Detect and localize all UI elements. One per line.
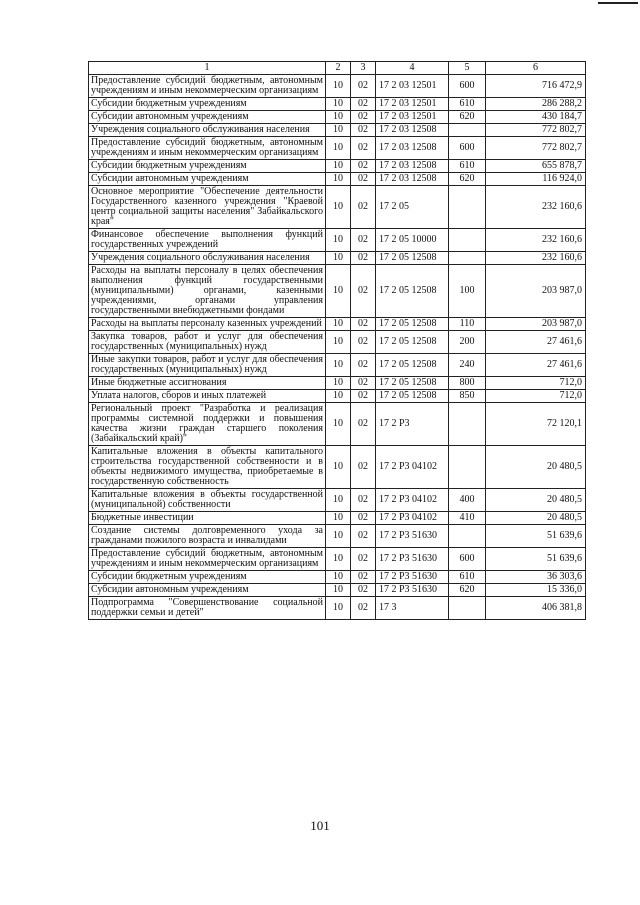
table-row — [89, 265, 586, 318]
budget-table — [88, 61, 586, 620]
row-csr: 17 2 05 12508 — [376, 252, 449, 265]
row-name: Региональный проект "Разработка и реализация программы системной поддержки и повышения качества жизни граждан старшего поколения (Забайкальский край)" — [89, 403, 326, 446]
row-vr: 400 — [449, 489, 486, 512]
table-header-row — [89, 62, 586, 75]
table-row — [89, 98, 586, 111]
row-csr: 17 2 03 12508 — [376, 160, 449, 173]
table-row — [89, 173, 586, 186]
row-pr: 02 — [351, 252, 376, 265]
row-sum: 20 480,5 — [486, 446, 586, 489]
table-row — [89, 75, 586, 98]
row-pr: 02 — [351, 265, 376, 318]
row-rz: 10 — [326, 390, 351, 403]
row-vr — [449, 597, 486, 620]
row-csr: 17 2 03 12501 — [376, 98, 449, 111]
row-vr: 800 — [449, 377, 486, 390]
row-pr: 02 — [351, 377, 376, 390]
row-pr: 02 — [351, 160, 376, 173]
row-sum: 716 472,9 — [486, 75, 586, 98]
row-vr: 610 — [449, 160, 486, 173]
row-csr: 17 2 P3 51630 — [376, 525, 449, 548]
row-name: Финансовое обеспечение выполнения функций государственных учреждений — [89, 229, 326, 252]
row-name: Иные бюджетные ассигнования — [89, 377, 326, 390]
row-name: Бюджетные инвестиции — [89, 512, 326, 525]
header-col-1: 1 — [89, 62, 326, 75]
header-col-3: 3 — [351, 62, 376, 75]
table-row — [89, 318, 586, 331]
table-body — [89, 75, 586, 620]
table-row — [89, 124, 586, 137]
row-sum: 51 639,6 — [486, 525, 586, 548]
table-row — [89, 512, 586, 525]
row-csr: 17 2 03 12508 — [376, 173, 449, 186]
row-name: Иные закупки товаров, работ и услуг для обеспечения государственных (муниципальных) нужд — [89, 354, 326, 377]
row-sum: 72 120,1 — [486, 403, 586, 446]
row-name: Создание системы долговременного ухода за гражданами пожилого возраста и инвалидами — [89, 525, 326, 548]
row-name: Капитальные вложения в объекты государственной (муниципальной) собственности — [89, 489, 326, 512]
row-name: Уплата налогов, сборов и иных платежей — [89, 390, 326, 403]
row-rz: 10 — [326, 489, 351, 512]
row-sum: 430 184,7 — [486, 111, 586, 124]
row-pr: 02 — [351, 98, 376, 111]
table-row — [89, 229, 586, 252]
row-rz: 10 — [326, 377, 351, 390]
row-pr: 02 — [351, 137, 376, 160]
row-vr: 110 — [449, 318, 486, 331]
row-name: Расходы на выплаты персоналу казенных учреждений — [89, 318, 326, 331]
row-rz: 10 — [326, 512, 351, 525]
table-row — [89, 331, 586, 354]
row-pr: 02 — [351, 571, 376, 584]
table-row — [89, 548, 586, 571]
row-name: Субсидии бюджетным учреждениям — [89, 98, 326, 111]
row-pr: 02 — [351, 111, 376, 124]
row-vr: 240 — [449, 354, 486, 377]
row-vr — [449, 446, 486, 489]
corner-mark — [598, 2, 638, 7]
row-rz: 10 — [326, 446, 351, 489]
row-rz: 10 — [326, 318, 351, 331]
row-name: Предоставление субсидий бюджетным, автономным учреждениям и иным некоммерческим организациям — [89, 137, 326, 160]
row-name: Предоставление субсидий бюджетным, автономным учреждениям и иным некоммерческим организациям — [89, 548, 326, 571]
header-col-2: 2 — [326, 62, 351, 75]
table-row — [89, 446, 586, 489]
row-rz: 10 — [326, 525, 351, 548]
row-vr — [449, 403, 486, 446]
row-rz: 10 — [326, 252, 351, 265]
row-rz: 10 — [326, 160, 351, 173]
row-pr: 02 — [351, 318, 376, 331]
row-pr: 02 — [351, 512, 376, 525]
row-sum: 27 461,6 — [486, 331, 586, 354]
row-pr: 02 — [351, 525, 376, 548]
row-csr: 17 2 P3 — [376, 403, 449, 446]
row-csr: 17 3 — [376, 597, 449, 620]
row-sum: 772 802,7 — [486, 124, 586, 137]
row-name: Субсидии автономным учреждениям — [89, 173, 326, 186]
row-rz: 10 — [326, 331, 351, 354]
row-csr: 17 2 05 12508 — [376, 390, 449, 403]
row-pr: 02 — [351, 584, 376, 597]
row-sum: 27 461,6 — [486, 354, 586, 377]
table-row — [89, 403, 586, 446]
row-rz: 10 — [326, 75, 351, 98]
row-name: Капитальные вложения в объекты капитального строительства государственной собственности и в объекты недвижимого имущества, приобретаемые в государственную собственность — [89, 446, 326, 489]
row-sum: 232 160,6 — [486, 229, 586, 252]
row-pr: 02 — [351, 403, 376, 446]
row-name: Закупка товаров, работ и услуг для обеспечения государственных (муниципальных) нужд — [89, 331, 326, 354]
header-col-5: 5 — [449, 62, 486, 75]
row-rz: 10 — [326, 124, 351, 137]
table-row — [89, 186, 586, 229]
row-csr: 17 2 03 12508 — [376, 124, 449, 137]
row-pr: 02 — [351, 597, 376, 620]
row-csr: 17 2 05 — [376, 186, 449, 229]
row-csr: 17 2 05 10000 — [376, 229, 449, 252]
table-row — [89, 354, 586, 377]
row-name: Предоставление субсидий бюджетным, автономным учреждениям и иным некоммерческим организациям — [89, 75, 326, 98]
row-name: Учреждения социального обслуживания населения — [89, 252, 326, 265]
row-pr: 02 — [351, 354, 376, 377]
row-sum: 712,0 — [486, 377, 586, 390]
table-row — [89, 489, 586, 512]
row-pr: 02 — [351, 331, 376, 354]
row-csr: 17 2 05 12508 — [376, 265, 449, 318]
row-rz: 10 — [326, 137, 351, 160]
row-rz: 10 — [326, 98, 351, 111]
row-vr — [449, 186, 486, 229]
row-vr: 600 — [449, 548, 486, 571]
row-sum: 772 802,7 — [486, 137, 586, 160]
table-row — [89, 137, 586, 160]
row-sum: 406 381,8 — [486, 597, 586, 620]
row-csr: 17 2 05 12508 — [376, 331, 449, 354]
row-vr: 620 — [449, 584, 486, 597]
row-vr: 610 — [449, 98, 486, 111]
row-name: Основное мероприятие "Обеспечение деятельности Государственного казенного учреждения "Краевой центр социальной защиты населения" Забайкальского края" — [89, 186, 326, 229]
row-csr: 17 2 P3 04102 — [376, 512, 449, 525]
row-vr: 410 — [449, 512, 486, 525]
row-pr: 02 — [351, 75, 376, 98]
row-sum: 20 480,5 — [486, 512, 586, 525]
row-vr: 610 — [449, 571, 486, 584]
row-csr: 17 2 P3 04102 — [376, 446, 449, 489]
row-sum: 203 987,0 — [486, 265, 586, 318]
row-pr: 02 — [351, 229, 376, 252]
row-vr: 100 — [449, 265, 486, 318]
row-sum: 286 288,2 — [486, 98, 586, 111]
row-name: Подпрограмма "Совершенствование социальной поддержки семьи и детей" — [89, 597, 326, 620]
row-csr: 17 2 03 12501 — [376, 111, 449, 124]
row-vr: 600 — [449, 75, 486, 98]
header-col-6: 6 — [486, 62, 586, 75]
row-vr: 200 — [449, 331, 486, 354]
row-vr: 620 — [449, 111, 486, 124]
row-vr — [449, 252, 486, 265]
row-rz: 10 — [326, 173, 351, 186]
row-sum: 655 878,7 — [486, 160, 586, 173]
row-sum: 36 303,6 — [486, 571, 586, 584]
row-pr: 02 — [351, 173, 376, 186]
row-name: Субсидии автономным учреждениям — [89, 584, 326, 597]
table-row — [89, 160, 586, 173]
row-sum: 203 987,0 — [486, 318, 586, 331]
table-row — [89, 525, 586, 548]
page-number: 101 — [310, 818, 330, 833]
row-rz: 10 — [326, 111, 351, 124]
table-row — [89, 252, 586, 265]
row-csr: 17 2 05 12508 — [376, 377, 449, 390]
row-name: Субсидии бюджетным учреждениям — [89, 160, 326, 173]
table-row — [89, 571, 586, 584]
row-csr: 17 2 P3 51630 — [376, 548, 449, 571]
row-vr: 600 — [449, 137, 486, 160]
row-rz: 10 — [326, 265, 351, 318]
row-sum: 116 924,0 — [486, 173, 586, 186]
row-pr: 02 — [351, 446, 376, 489]
header-col-4: 4 — [376, 62, 449, 75]
row-pr: 02 — [351, 489, 376, 512]
row-vr — [449, 525, 486, 548]
row-rz: 10 — [326, 229, 351, 252]
row-sum: 712,0 — [486, 390, 586, 403]
row-name: Субсидии автономным учреждениям — [89, 111, 326, 124]
row-rz: 10 — [326, 403, 351, 446]
row-vr — [449, 124, 486, 137]
row-rz: 10 — [326, 548, 351, 571]
row-sum: 51 639,6 — [486, 548, 586, 571]
row-name: Субсидии бюджетным учреждениям — [89, 571, 326, 584]
row-rz: 10 — [326, 584, 351, 597]
row-csr: 17 2 03 12508 — [376, 137, 449, 160]
table-row — [89, 390, 586, 403]
row-rz: 10 — [326, 571, 351, 584]
row-name: Учреждения социального обслуживания населения — [89, 124, 326, 137]
row-pr: 02 — [351, 390, 376, 403]
row-sum: 15 336,0 — [486, 584, 586, 597]
table-row — [89, 111, 586, 124]
row-csr: 17 2 05 12508 — [376, 354, 449, 377]
row-pr: 02 — [351, 124, 376, 137]
table-row — [89, 584, 586, 597]
table-row — [89, 597, 586, 620]
row-csr: 17 2 05 12508 — [376, 318, 449, 331]
row-sum: 232 160,6 — [486, 186, 586, 229]
row-sum: 20 480,5 — [486, 489, 586, 512]
row-vr: 620 — [449, 173, 486, 186]
row-vr: 850 — [449, 390, 486, 403]
table-row — [89, 377, 586, 390]
row-rz: 10 — [326, 597, 351, 620]
row-pr: 02 — [351, 548, 376, 571]
row-name: Расходы на выплаты персоналу в целях обеспечения выполнения функций государственными (муниципальными) органами, казенными учреждениями, органами управления государственными внебюджетными фондами — [89, 265, 326, 318]
row-pr: 02 — [351, 186, 376, 229]
row-rz: 10 — [326, 186, 351, 229]
row-vr — [449, 229, 486, 252]
row-csr: 17 2 P3 51630 — [376, 571, 449, 584]
row-csr: 17 2 P3 51630 — [376, 584, 449, 597]
row-rz: 10 — [326, 354, 351, 377]
row-sum: 232 160,6 — [486, 252, 586, 265]
row-csr: 17 2 P3 04102 — [376, 489, 449, 512]
row-csr: 17 2 03 12501 — [376, 75, 449, 98]
